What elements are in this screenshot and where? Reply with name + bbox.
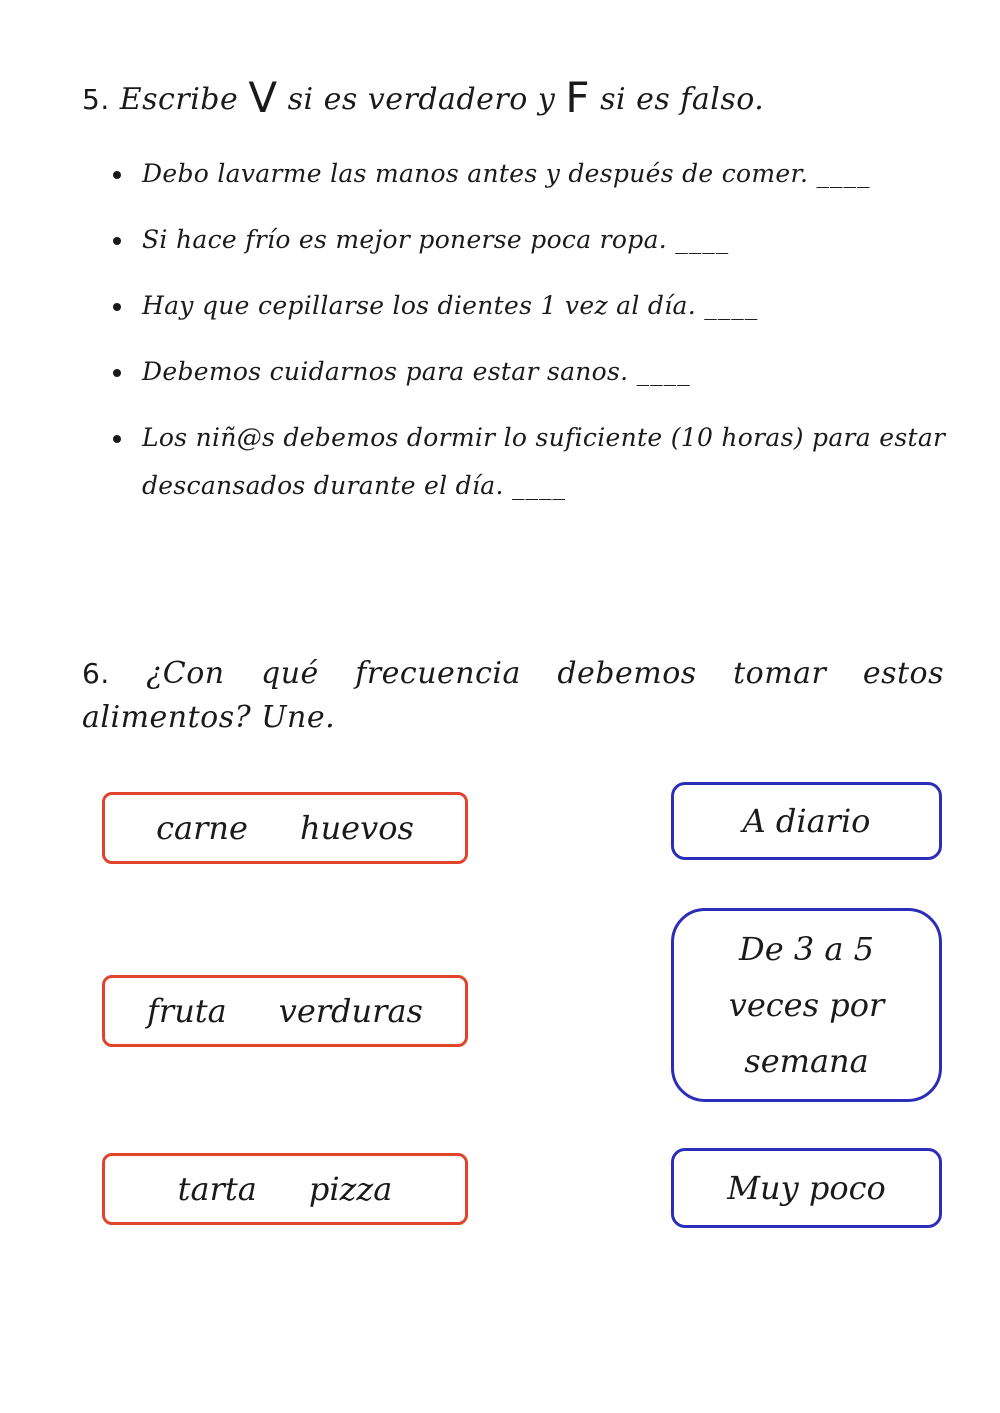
answer-blank[interactable]: ____ — [704, 291, 759, 320]
frequency-box-weekly[interactable] — [671, 908, 942, 1102]
frequency-line-3: semana — [744, 1042, 869, 1080]
statement-list — [110, 150, 960, 528]
answer-blank[interactable]: ____ — [675, 225, 730, 254]
food-word: pizza — [308, 1170, 393, 1208]
exercise-5-number: 5. — [82, 83, 110, 116]
title-part-2: si es verdadero y — [287, 82, 556, 117]
title-part-1: Escribe — [119, 82, 239, 117]
food-word: verduras — [278, 992, 423, 1030]
food-word: fruta — [147, 992, 227, 1030]
statement-4 — [110, 348, 960, 396]
frequency-line-1: De 3 a 5 — [739, 930, 874, 968]
answer-blank[interactable]: ____ — [816, 159, 871, 188]
food-box-meat-eggs[interactable] — [102, 792, 468, 864]
statement-1 — [110, 150, 960, 198]
exercise-5-title — [82, 70, 765, 122]
frequency-box-rarely[interactable] — [671, 1148, 942, 1228]
statement-3 — [110, 282, 960, 330]
statement-text: Si hace frío es mejor ponerse poca ropa. — [142, 225, 668, 254]
food-word: carne — [156, 809, 248, 847]
statement-text: Debemos cuidarnos para estar sanos. — [142, 357, 629, 386]
statement-5 — [110, 414, 960, 510]
statement-text-line-2: descansados durante el día. — [142, 471, 504, 500]
answer-blank[interactable]: ____ — [512, 471, 566, 500]
answer-blank[interactable]: ____ — [636, 357, 691, 386]
exercise-6-title — [82, 652, 944, 740]
food-box-cake-pizza[interactable] — [102, 1153, 468, 1225]
letter-false: F — [565, 73, 591, 122]
title-part-3: si es falso. — [600, 82, 765, 117]
letter-true: V — [248, 73, 278, 122]
statement-text-line-1: Los niñ@s debemos dormir lo suficiente (10 horas) para estar — [142, 423, 946, 452]
statement-2 — [110, 216, 960, 264]
frequency-text: A diario — [742, 802, 871, 840]
food-box-fruit-vegetables[interactable] — [102, 975, 468, 1047]
statement-text: Debo lavarme las manos antes y después de comer. — [142, 159, 809, 188]
statement-text: Hay que cepillarse los dientes 1 vez al día. — [142, 291, 696, 320]
exercise-6-number: 6. — [82, 657, 110, 690]
frequency-line-2: veces por — [728, 986, 885, 1024]
frequency-text: Muy poco — [727, 1169, 886, 1207]
food-word: tarta — [177, 1170, 257, 1208]
exercise-6-question: ¿Con qué frecuencia debemos tomar estos alimentos? Une. — [82, 656, 944, 735]
frequency-box-daily[interactable] — [671, 782, 942, 860]
food-word: huevos — [299, 809, 414, 847]
